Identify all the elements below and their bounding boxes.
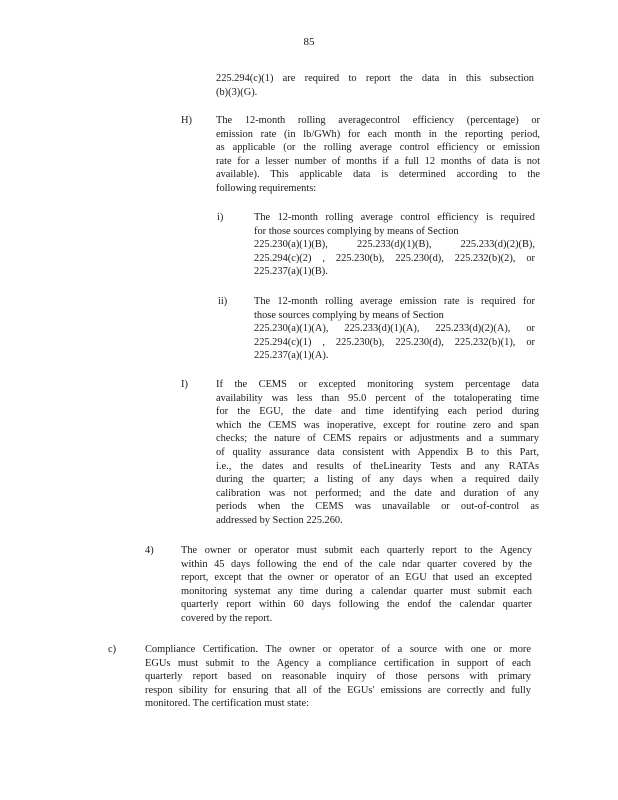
text-line: report, except that the owner or operator of an EGU that used an excepted [181,572,532,584]
text-line: those sources complying by means of Section [254,309,444,321]
text-line: The 12-month rolling average emission rate is required for [254,296,535,307]
text-line: emission rate (in lb/GWh) for each month in the reporting period, [216,128,540,140]
text-line: monitored. The certification must state: [145,698,309,710]
text-line: within 45 days following the end of the cale ndar quarter covered by the [181,558,532,570]
item-h-paragraph [216,114,540,196]
text-line: available). This applicable data is determined according to the [216,169,540,181]
item-i-paragraph [216,378,539,528]
sub-ii-paragraph [254,295,535,363]
text-line: If the CEMS or excepted monitoring system percentage data [216,379,539,390]
text-line: 225.294(c)(2) , 225.230(b), 225.230(d), 225.232(b)(2), or [254,252,535,264]
text-line: monitoring systemat any time during a calendar quarter must submit each [181,585,532,597]
text-line: 225.230(a)(1)(B), 225.233(d)(1)(B), 225.233(d)(2)(B), [254,239,535,251]
text-line: quarterly report based on reasonable inquiry of those persons with primary [145,671,531,683]
text-line: calibration was not performed; and the date and duration of any [216,487,539,499]
text-line: quarterly report within 60 days following the endof the calendar quarter [181,599,532,611]
text-line: i.e., the dates and results of theLinearity Tests and any RATAs [216,460,539,472]
text-line: EGUs must submit to the Agency a compliance certification in support of each [145,657,531,669]
text-line: 225.230(a)(1)(A), 225.233(d)(1)(A), 225.233(d)(2)(A), or [254,323,535,335]
text-line: of quality assurance data consistent with Appendix B to this Part, [216,446,539,458]
text-line: checks; the nature of CEMS repairs or adjustments and a summary [216,433,539,445]
text-line: Compliance Certification. The owner or operator of a source with one or more [145,644,531,655]
text-line: as applicable (or the rolling average control efficiency or emission [216,142,540,154]
text-line: (b)(3)(G). [216,86,258,98]
intro-paragraph [216,72,534,99]
page-number: 85 [303,36,315,48]
item-c-paragraph [145,643,531,711]
text-line: The owner or operator must submit each quarterly report to the Agency [181,545,532,556]
item-i-label: I) [181,379,188,390]
text-line: which the CEMS was inoperative, except for routine zero and span [216,419,539,431]
text-line: 225.294(c)(1) are required to report the data in this subsection [216,73,534,84]
text-line: 225.237(a)(1)(A). [254,350,329,362]
text-line: covered by the report. [181,612,273,624]
item-4-label: 4) [145,545,154,556]
text-line: 225.294(c)(1) , 225.230(b), 225.230(d), 225.232(b)(1), or [254,336,535,348]
text-line: periods when the CEMS was unavailable or out-of-control as [216,501,539,513]
sub-ii-label: ii) [218,296,228,307]
text-line: respon sibility for ensuring that all of the EGUs' emissions are correctly and fully [145,684,531,696]
text-line: The 12-month rolling averagecontrol efficiency (percentage) or [216,115,540,126]
text-line: availability was less than 95.0 percent of the totaloperating time [216,392,539,404]
text-line: 225.237(a)(1)(B). [254,266,328,278]
text-line: addressed by Section 225.260. [216,514,343,526]
text-line: rate for a lesser number of months if a full 12 months of data is not [216,155,540,167]
text-line: for the EGU, the date and time identifying each period during [216,406,539,418]
sub-i-paragraph [254,211,535,279]
item-4-paragraph [181,544,532,626]
text-line: for those sources complying by means of Section [254,225,459,237]
item-h-label: H) [181,115,192,126]
sub-i-label: i) [217,212,224,223]
text-line: during the quarter; a listing of any days when a required daily [216,474,539,486]
item-c-label: c) [108,644,117,655]
text-line: The 12-month rolling average control efficiency is required [254,212,535,223]
text-line: following requirements: [216,182,317,194]
